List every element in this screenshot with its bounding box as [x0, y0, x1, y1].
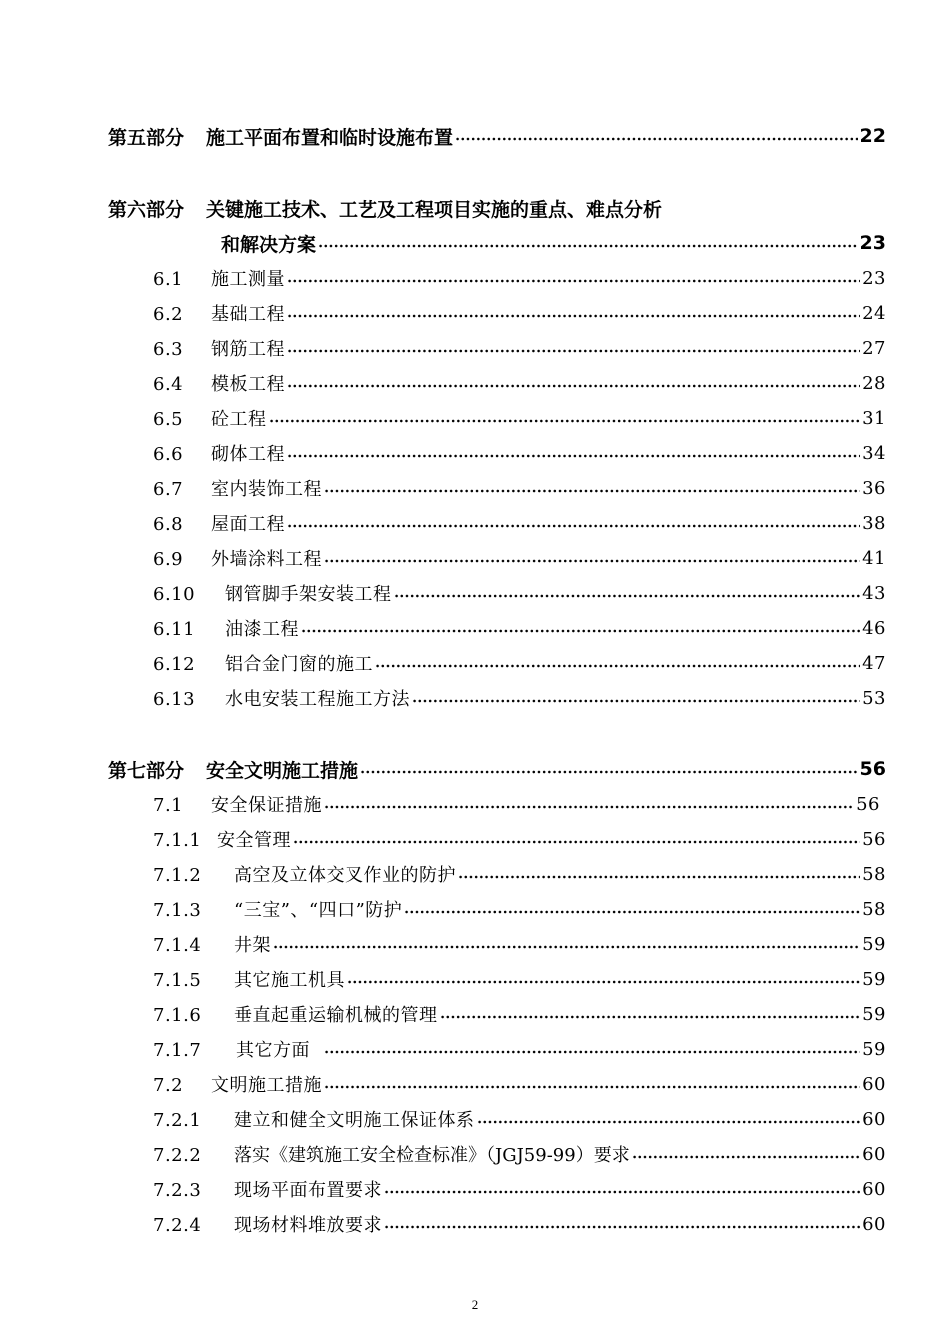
- toc-page-number: 27: [862, 337, 886, 359]
- toc-page-number: 56: [856, 793, 880, 815]
- toc-section-6-continued[interactable]: [0, 228, 950, 258]
- toc-entry-title: 水电安装工程施工方法: [225, 689, 410, 710]
- toc-entry[interactable]: [0, 298, 950, 328]
- dot-leader: [477, 1120, 861, 1124]
- toc-section-7[interactable]: [0, 754, 950, 784]
- toc-entry-number: 6.8: [153, 514, 184, 535]
- toc-entry[interactable]: [0, 789, 950, 819]
- toc-entry-number: 6.10: [153, 584, 196, 605]
- toc-section-5[interactable]: [0, 121, 950, 151]
- toc-entry-number: 6.5: [153, 409, 184, 430]
- toc-entry-title: 油漆工程: [225, 619, 299, 640]
- toc-entry-number: 6.1: [153, 269, 184, 290]
- dot-leader: [324, 1050, 860, 1054]
- toc-entry-title: 屋面工程: [211, 514, 285, 535]
- toc-entry[interactable]: [0, 648, 950, 678]
- dot-leader: [360, 770, 858, 774]
- toc-entry-title: 外墙涂料工程: [211, 549, 322, 570]
- toc-page-number: 43: [862, 582, 886, 604]
- toc-section-title: 关键施工技术、工艺及工程项目实施的重点、难点分析: [206, 198, 663, 221]
- toc-entry[interactable]: [0, 929, 950, 959]
- toc-entry-title: 砌体工程: [211, 444, 285, 465]
- toc-entry-title: 模板工程: [211, 374, 285, 395]
- toc-entry-number: 6.6: [153, 444, 184, 465]
- toc-entry-number: 7.1.5: [153, 970, 202, 991]
- toc-entry[interactable]: [0, 824, 950, 854]
- toc-page-number: 34: [862, 442, 886, 464]
- dot-leader: [318, 244, 858, 248]
- toc-entry-title: 现场平面布置要求: [234, 1180, 382, 1201]
- toc-entry[interactable]: [0, 964, 950, 994]
- toc-page-number: 59: [862, 1003, 886, 1025]
- dot-leader: [293, 840, 860, 844]
- dot-leader: [440, 1015, 861, 1019]
- toc-entry-title: 安全管理: [217, 830, 291, 851]
- dot-leader: [287, 279, 860, 283]
- toc-page-number: 60: [862, 1213, 886, 1235]
- toc-page-number: 60: [862, 1108, 886, 1130]
- dot-leader: [287, 454, 860, 458]
- toc-section-title: 施工平面布置和临时设施布置: [206, 126, 454, 149]
- toc-page-number: 59: [862, 1038, 886, 1060]
- dot-leader: [301, 629, 860, 633]
- toc-entry-number: 7.1.4: [153, 935, 202, 956]
- toc-section-title-continued: 和解决方案: [221, 233, 317, 256]
- toc-page-number: 46: [862, 617, 886, 639]
- dot-leader: [269, 419, 861, 423]
- dot-leader: [324, 559, 860, 563]
- toc-entry-number: 6.7: [153, 479, 184, 500]
- toc-page-number: 53: [862, 687, 886, 709]
- toc-entry-number: 7.1.2: [153, 865, 202, 886]
- toc-entry[interactable]: [0, 613, 950, 643]
- toc-section-6[interactable]: [0, 193, 950, 223]
- toc-entry-number: 7.1.7: [153, 1040, 202, 1061]
- toc-entry-number: 7.1.1: [153, 830, 202, 851]
- toc-entry-number: 7.2: [153, 1075, 184, 1096]
- dot-leader: [404, 910, 860, 914]
- toc-page-number: 23: [859, 232, 886, 254]
- dot-leader: [375, 664, 860, 668]
- toc-page-number: 58: [862, 898, 886, 920]
- toc-entry[interactable]: [0, 683, 950, 713]
- toc-section-number: 第五部分: [108, 126, 185, 149]
- dot-leader: [384, 1225, 860, 1229]
- toc-entry-title: “三宝”、“四口”防护: [234, 900, 403, 921]
- toc-entry[interactable]: [0, 508, 950, 538]
- dot-leader: [324, 1085, 860, 1089]
- toc-page-number: 28: [862, 372, 886, 394]
- toc-entry-number: 6.4: [153, 374, 184, 395]
- toc-entry[interactable]: [0, 368, 950, 398]
- toc-entry-number: 6.9: [153, 549, 184, 570]
- toc-entry-number: 7.2.2: [153, 1145, 202, 1166]
- toc-entry-title: 垂直起重运输机械的管理: [234, 1005, 438, 1026]
- toc-entry[interactable]: [0, 1139, 950, 1169]
- toc-entry[interactable]: [0, 999, 950, 1029]
- page-footer-number: 2: [471, 1297, 479, 1312]
- toc-entry[interactable]: [0, 1034, 950, 1064]
- toc-entry-title: 室内装饰工程: [211, 479, 322, 500]
- toc-entry-number: 7.2.3: [153, 1180, 202, 1201]
- toc-entry[interactable]: [0, 1209, 950, 1239]
- toc-entry-title: 落实《建筑施工安全检查标准》（JGJ59-99）要求: [234, 1145, 630, 1166]
- dot-leader: [458, 875, 860, 879]
- toc-entry[interactable]: [0, 403, 950, 433]
- toc-page-number: 58: [862, 863, 886, 885]
- dot-leader: [287, 384, 860, 388]
- toc-entry-title: 基础工程: [211, 304, 285, 325]
- dot-leader: [273, 945, 860, 949]
- dot-leader: [324, 489, 860, 493]
- dot-leader: [324, 805, 854, 809]
- toc-page-number: 22: [859, 125, 886, 147]
- toc-entry-number: 6.2: [153, 304, 184, 325]
- toc-page-number: 56: [862, 828, 886, 850]
- toc-page-number: 60: [862, 1073, 886, 1095]
- dot-leader: [632, 1155, 860, 1159]
- toc-entry-number: 7.1.3: [153, 900, 202, 921]
- toc-page-number: 41: [862, 547, 886, 569]
- toc-entry-number: 7.1: [153, 795, 184, 816]
- toc-entry[interactable]: [0, 578, 950, 608]
- toc-section-number: 第七部分: [108, 759, 185, 782]
- dot-leader: [394, 594, 861, 598]
- toc-entry-title: 砼工程: [211, 409, 267, 430]
- dot-leader: [287, 349, 860, 353]
- toc-entry-number: 7.1.6: [153, 1005, 202, 1026]
- toc-entry-number: 7.2.1: [153, 1110, 202, 1131]
- toc-entry-number: 7.2.4: [153, 1215, 202, 1236]
- toc-entry[interactable]: [0, 543, 950, 573]
- toc-entry[interactable]: [0, 333, 950, 363]
- dot-leader: [347, 980, 860, 984]
- toc-entry-title: 其它方面: [236, 1040, 310, 1061]
- toc-page-number: 47: [862, 652, 886, 674]
- dot-leader: [384, 1190, 860, 1194]
- toc-page-number: 38: [862, 512, 886, 534]
- toc-entry[interactable]: [0, 1174, 950, 1204]
- toc-entry[interactable]: [0, 473, 950, 503]
- dot-leader: [412, 699, 860, 703]
- toc-page-number: 60: [862, 1143, 886, 1165]
- toc-entry-title: 现场材料堆放要求: [234, 1215, 382, 1236]
- toc-entry-number: 6.11: [153, 619, 196, 640]
- toc-entry-number: 6.12: [153, 654, 196, 675]
- toc-entry-number: 6.13: [153, 689, 196, 710]
- toc-entry[interactable]: [0, 894, 950, 924]
- toc-section-title: 安全文明施工措施: [206, 759, 359, 782]
- toc-page-number: 59: [862, 968, 886, 990]
- toc-entry-number: 6.3: [153, 339, 184, 360]
- toc-page-number: 24: [862, 302, 886, 324]
- toc-entry-title: 高空及立体交叉作业的防护: [234, 865, 456, 886]
- toc-page-number: 23: [862, 267, 886, 289]
- toc-page-number: 31: [862, 407, 886, 429]
- toc-entry-title: 其它施工机具: [234, 970, 345, 991]
- toc-entry-title: 安全保证措施: [211, 795, 322, 816]
- toc-page-number: 56: [859, 758, 886, 780]
- toc-entry-title: 文明施工措施: [211, 1075, 322, 1096]
- toc-entry-title: 建立和健全文明施工保证体系: [234, 1110, 475, 1131]
- dot-leader: [455, 137, 858, 141]
- dot-leader: [287, 314, 860, 318]
- toc-entry[interactable]: [0, 263, 950, 293]
- toc-page-number: 36: [862, 477, 886, 499]
- toc-entry[interactable]: [0, 1069, 950, 1099]
- toc-entry-title: 施工测量: [211, 269, 285, 290]
- toc-entry[interactable]: [0, 1104, 950, 1134]
- toc-page-number: 60: [862, 1178, 886, 1200]
- toc-entry-title: 井架: [234, 935, 271, 956]
- toc-page-number: 59: [862, 933, 886, 955]
- toc-entry[interactable]: [0, 438, 950, 468]
- toc-entry[interactable]: [0, 859, 950, 889]
- toc-entry-title: 钢管脚手架安装工程: [225, 584, 392, 605]
- toc-entry-title: 钢筋工程: [211, 339, 285, 360]
- toc-section-number: 第六部分: [108, 198, 185, 221]
- dot-leader: [287, 524, 860, 528]
- toc-entry-title: 铝合金门窗的施工: [225, 654, 373, 675]
